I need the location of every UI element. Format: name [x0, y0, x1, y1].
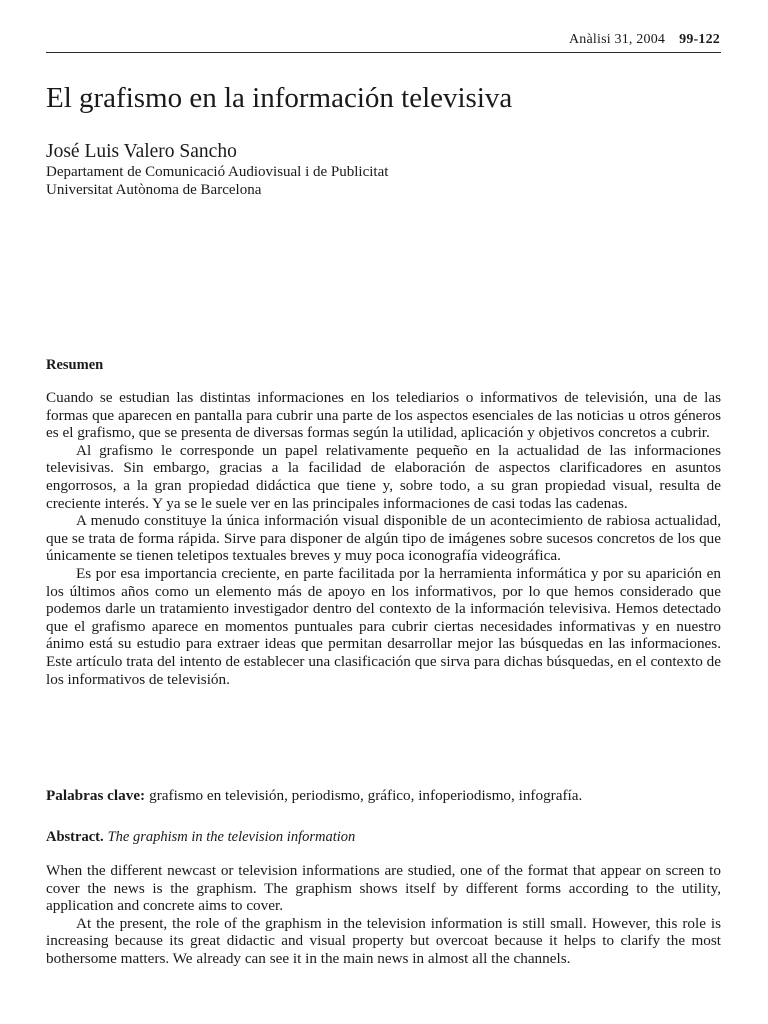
resumen-paragraph: Cuando se estudian las distintas informaciones en los telediarios o informativos de televisión, una de las formas que aparecen en pantalla para cubrir una parte de los aspectos esenciales de las noticias u otros géneros es el grafismo, que se presenta de diversas formas según la utilidad, aplicación y objetivos concretos a cubrir.	[46, 389, 721, 442]
abstract-heading	[46, 828, 355, 846]
resumen-paragraph: Es por esa importancia creciente, en parte facilitada por la herramienta informática y por su aparición en los últimos años como un elemento más de apoyo en los informativos, por lo que hemos considerado que podemos darle un tratamiento investigador dentro del contexto de la información televisiva. Hemos detectado que el grafismo aparece en momentos puntuales para cubrir ciertas necesidades informativas y en nuestro ánimo está su estudio para extraer ideas que permitan desarrollar mejor las búsquedas en las informaciones. Este artículo trata del intento de establecer una clasificación que sirva para dichas búsquedas, en el contexto de los informativos de televisión.	[46, 564, 721, 688]
resumen-heading: Resumen	[46, 357, 104, 373]
affiliation-university: Universitat Autònoma de Barcelona	[46, 182, 262, 198]
affiliation-department: Departament de Comunicació Audiovisual i de Publicitat	[46, 164, 389, 180]
abstract-title: The graphism in the television information	[107, 829, 356, 845]
resumen-body	[46, 389, 721, 688]
keywords-text: grafismo en televisión, periodismo, gráfico, infoperiodismo, infografía.	[149, 787, 583, 804]
resumen-paragraph: A menudo constituye la única información visual disponible de un acontecimiento de rabiosa actualidad, que se trata de forma rápida. Sirve para disponer de algún tipo de imágenes sobre sucesos concretos de los que únicamente se tienen teletipos textuales breves y muy poca iconografía videográfica.	[46, 512, 721, 565]
abstract-body	[46, 862, 721, 968]
keywords-label: Palabras clave:	[46, 787, 146, 804]
abstract-label: Abstract.	[46, 829, 104, 845]
abstract-paragraph: When the different newcast or television informations are studied, one of the format that appear on screen to cover the news is the graphism. The graphism shows itself by different forms according to the utility, application and concrete aims to cover.	[46, 862, 721, 915]
resumen-paragraph: Al grafismo le corresponde un papel relativamente pequeño en la actualidad de las informaciones televisivas. Sin embargo, gracias a la facilidad de elaboración de aspectos clarificadores en asuntos engorrosos, a la gran propiedad didáctica que tiene y, sobre todo, a su gran propiedad visual, resulta de creciente interés. Y ya se le suele ver en las principales informaciones de casi todas las cadenas.	[46, 441, 721, 512]
journal-citation: Anàlisi 31, 2004	[568, 32, 666, 47]
header-rule	[46, 52, 721, 53]
abstract-paragraph: At the present, the role of the graphism in the television information is still small. However, this role is increasing because its great didactic and visual property but overcoat because it helps to clarify the most bothersome matters. We already can see it in the main news in almost all the channels.	[46, 914, 721, 967]
article-title: El grafismo en la información televisiva	[46, 82, 513, 114]
page-range: 99-122	[679, 32, 720, 47]
running-head	[569, 32, 720, 48]
keywords-line	[46, 787, 721, 805]
author-name: José Luis Valero Sancho	[46, 141, 237, 162]
